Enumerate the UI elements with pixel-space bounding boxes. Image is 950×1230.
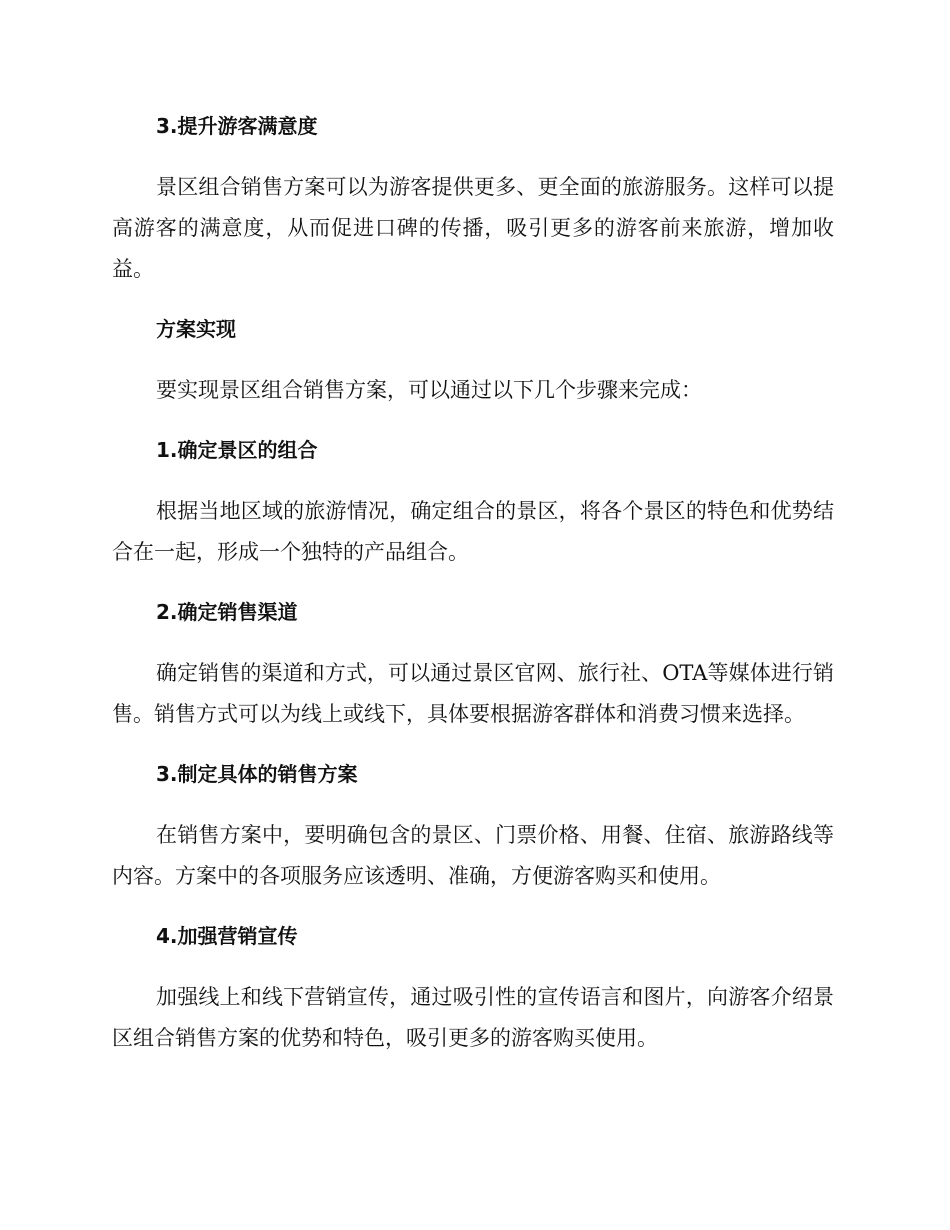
- paragraph-implementation-intro: 要实现景区组合销售方案，可以通过以下几个步骤来完成：: [156, 378, 702, 402]
- section-heading-combination: 1.确定景区的组合: [156, 438, 318, 462]
- section-heading-plan: 3.制定具体的销售方案: [156, 762, 358, 786]
- section-heading-satisfaction: 3.提升游客满意度: [156, 114, 318, 138]
- document-body: [112, 111, 834, 1059]
- paragraph-combination: 根据当地区域的旅游情况，确定组合的景区，将各个景区的特色和优势结合在一起，形成一个独特的产品组合。: [112, 499, 834, 564]
- paragraph-channels: 确定销售的渠道和方式，可以通过景区官网、旅行社、OTA等媒体进行销售。销售方式可以为线上或线下，具体要根据游客群体和消费习惯来选择。: [112, 661, 834, 726]
- paragraph-plan: 在销售方案中，要明确包含的景区、门票价格、用餐、住宿、旅游路线等内容。方案中的各项服务应该透明、准确，方便游客购买和使用。: [112, 823, 834, 888]
- section-heading-implementation: 方案实现: [156, 317, 236, 341]
- paragraph-marketing: 加强线上和线下营销宣传，通过吸引性的宣传语言和图片，向游客介绍景区组合销售方案的优势和特色，吸引更多的游客购买使用。: [112, 985, 834, 1050]
- section-heading-marketing: 4.加强营销宣传: [156, 924, 298, 948]
- paragraph-satisfaction: 景区组合销售方案可以为游客提供更多、更全面的旅游服务。这样可以提高游客的满意度，从而促进口碑的传播，吸引更多的游客前来旅游，增加收益。: [112, 175, 834, 281]
- section-heading-channels: 2.确定销售渠道: [156, 600, 298, 624]
